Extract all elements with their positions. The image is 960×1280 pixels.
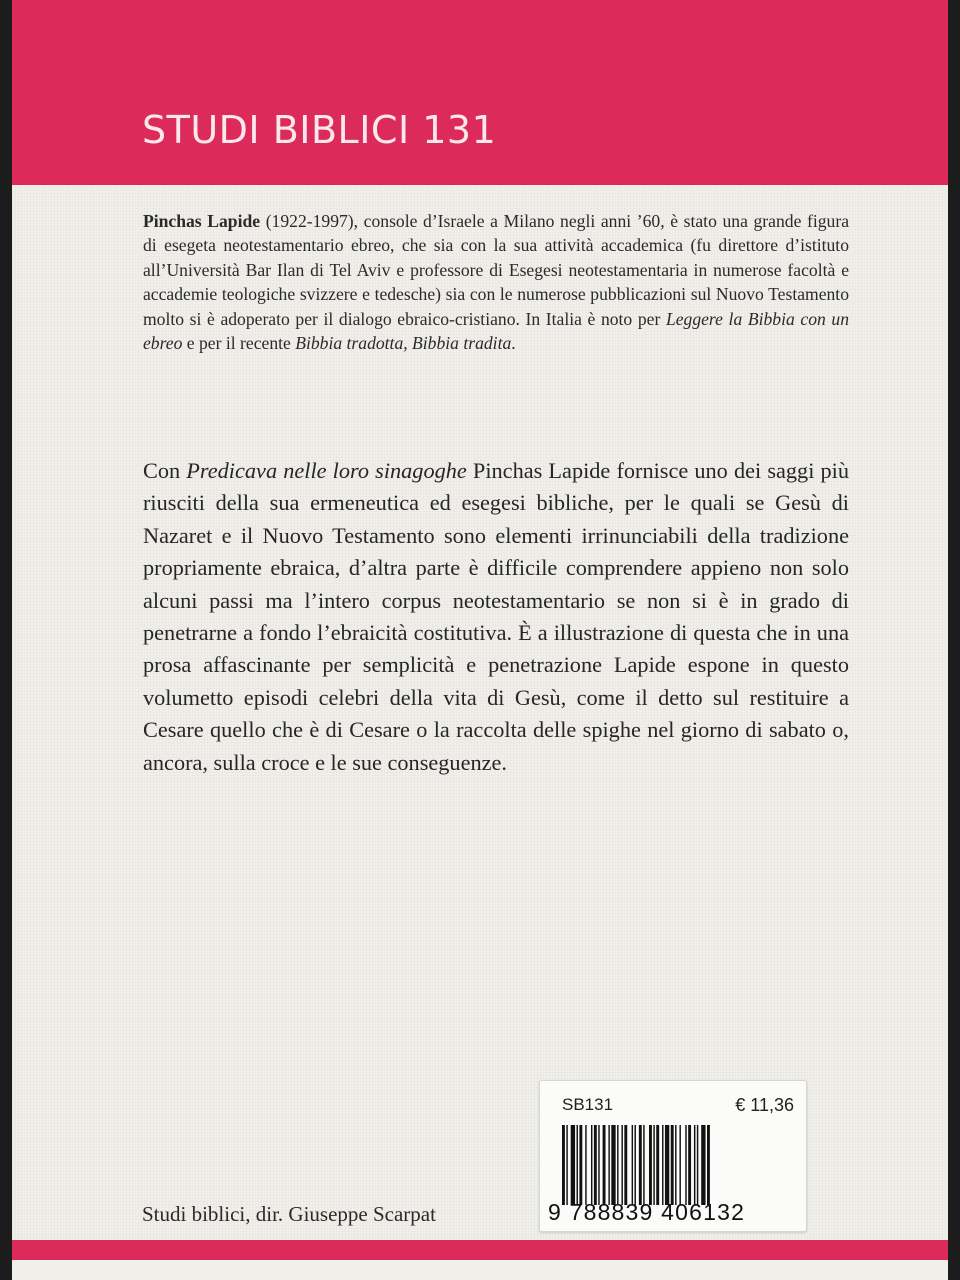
barcode-bar bbox=[621, 1125, 622, 1205]
series-director: Studi biblici, dir. Giuseppe Scarpat bbox=[142, 1202, 436, 1226]
ean-number: 9 788839 406132 bbox=[548, 1199, 746, 1225]
series-title: STUDI BIBLICI 131 bbox=[142, 108, 497, 152]
barcode-bar bbox=[679, 1125, 680, 1205]
barcode-bar bbox=[701, 1125, 705, 1205]
bio-book-title-2: Bibbia tradotta, Bibbia tradita bbox=[295, 333, 512, 354]
barcode-icon bbox=[560, 1125, 796, 1205]
barcode-bar bbox=[653, 1125, 654, 1205]
barcode-bar bbox=[694, 1125, 695, 1205]
barcode-bar bbox=[649, 1125, 652, 1205]
barcode-bar bbox=[632, 1125, 633, 1205]
barcode-bar bbox=[594, 1125, 597, 1205]
description-lead: Con bbox=[143, 458, 187, 483]
barcode-bar bbox=[662, 1125, 663, 1205]
description-text: Pinchas Lapide fornisce uno dei saggi più riusciti della sua ermeneutica ed esegesi bibliche, per le quali se Gesù di Nazaret e il Nuovo Testamento sono elementi irrinunciabili della tradizione propriamente ebraica, d’altra parte è difficile comprendere appieno non solo alcuni passi ma l’intero corpus neotestamentario se non si è in grado di penetrarne a fondo l’ebraicità costitutiva. È a illustrazione di questa che in una prosa affascinante per semplicità e penetrazione Lapide espone in questo volumetto episodi celebri della vita di Gesù, come il detto sul restituire a Cesare quello che è di Cesare o la raccolta delle spighe nel giorno di sabato o, ancora, sulla croce e le sue conseguenze. bbox=[143, 458, 849, 775]
barcode-bar bbox=[577, 1125, 578, 1205]
barcode-bar bbox=[639, 1125, 642, 1205]
barcode-bar bbox=[643, 1125, 644, 1205]
barcode-bar bbox=[562, 1125, 565, 1205]
book-description bbox=[143, 455, 849, 779]
barcode-bar bbox=[707, 1125, 710, 1205]
barcode-bar bbox=[585, 1125, 586, 1205]
footer-strip bbox=[12, 1260, 948, 1280]
barcode-bar bbox=[617, 1125, 618, 1205]
barcode-bar bbox=[603, 1125, 606, 1205]
author-bio bbox=[143, 209, 849, 355]
barcode-bar bbox=[591, 1125, 592, 1205]
barcode-bar bbox=[566, 1125, 567, 1205]
barcode-bar bbox=[671, 1125, 674, 1205]
barcode-bar bbox=[571, 1125, 575, 1205]
description-book-title: Predicava nelle loro sinagoghe bbox=[186, 458, 467, 483]
book-back-cover bbox=[12, 0, 948, 1280]
bio-connector: e per il recente bbox=[182, 333, 296, 354]
barcode-bar bbox=[598, 1125, 599, 1205]
sticker-code: SB131 bbox=[562, 1095, 614, 1114]
barcode-bar bbox=[656, 1125, 659, 1205]
price-sticker bbox=[539, 1080, 807, 1232]
barcode-bar bbox=[685, 1125, 686, 1205]
footer-band bbox=[12, 1240, 948, 1260]
bio-text: (1922-1997), console d’Israele a Milano negli anni ’60, è stato una grande figura di esegeta neotestamentario ebreo, che sia con la sua attività accademica (fu direttore d’istituto all’Università Bar Ilan di Tel Aviv e professore di Esegesi neotestamentaria in numerose facoltà e accademie teologiche svizzere e tedesche) sia con le numerose pubblicazioni sul Nuovo Testamento molto si è adoperato per il dialogo ebraico-cristiano. In Italia è noto per bbox=[143, 211, 849, 329]
barcode-bar bbox=[665, 1125, 669, 1205]
bio-book-title-1: Leggere la Bibbia con un ebreo bbox=[143, 308, 849, 354]
barcode-bar bbox=[608, 1125, 609, 1205]
bio-end: . bbox=[511, 333, 516, 354]
barcode-bar bbox=[579, 1125, 582, 1205]
barcode-bar bbox=[635, 1125, 636, 1205]
barcode-bar bbox=[624, 1125, 627, 1205]
barcode-bar bbox=[675, 1125, 676, 1205]
barcode-bar bbox=[697, 1125, 698, 1205]
barcode-bar bbox=[688, 1125, 691, 1205]
barcode-bar bbox=[611, 1125, 615, 1205]
author-name: Pinchas Lapide bbox=[143, 211, 261, 231]
sticker-price: € 11,36 bbox=[735, 1095, 794, 1115]
header-band bbox=[12, 0, 948, 185]
